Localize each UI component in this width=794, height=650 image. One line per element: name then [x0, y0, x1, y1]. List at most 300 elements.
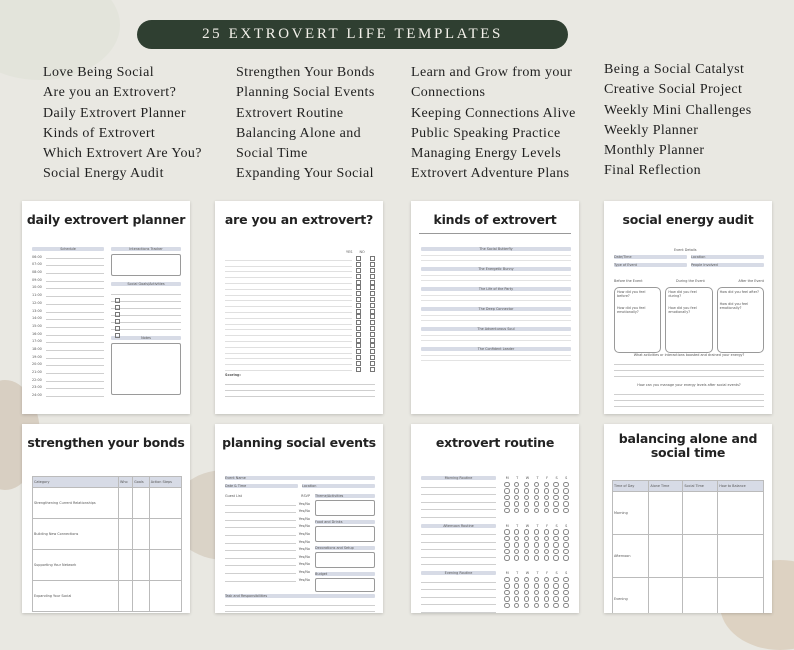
col-social-time: Social Time — [683, 481, 718, 492]
extrovert-types-list — [421, 247, 571, 361]
q-during: How did you feel during? — [668, 290, 697, 298]
template-name: Extrovert Adventure Plans — [411, 166, 570, 182]
q-balance: How can you manage your energy levels after social events? — [637, 383, 741, 387]
habit-circle[interactable] — [563, 577, 568, 582]
routine-block-evening — [421, 571, 571, 613]
routine-heading: Morning Routine — [421, 476, 496, 480]
yes-no-label: Yes/No — [298, 509, 310, 514]
habit-circle[interactable] — [504, 583, 509, 588]
habit-circle[interactable] — [504, 536, 509, 541]
habit-circle[interactable] — [504, 603, 509, 608]
extrovert-type-heading: The Confident Leader — [421, 347, 571, 351]
habit-circle[interactable] — [544, 488, 549, 493]
habit-circle[interactable] — [514, 536, 519, 541]
type-of-event-field: Type of Event — [614, 263, 687, 267]
habit-circle[interactable] — [563, 508, 568, 513]
row-label: Evening — [613, 578, 649, 614]
habit-circle[interactable] — [504, 482, 509, 487]
time-label: 08:00 — [32, 270, 42, 275]
habit-circle[interactable] — [524, 555, 529, 560]
preview-description — [32, 233, 180, 238]
habit-circle[interactable] — [544, 501, 549, 506]
habit-circle[interactable] — [504, 542, 509, 547]
day-label: T — [536, 571, 539, 575]
q-before: How did you feel before? — [617, 290, 646, 298]
habit-circle[interactable] — [524, 482, 529, 487]
time-label: 20:00 — [32, 362, 42, 367]
quiz-row — [225, 366, 375, 372]
row-label: Building New Connections — [33, 519, 119, 550]
col-time-of-day: Time of Day — [613, 481, 649, 492]
day-label: T — [536, 476, 539, 480]
habit-circle[interactable] — [544, 583, 549, 588]
event-details-label: Event Details — [674, 248, 697, 252]
habit-circle[interactable] — [544, 596, 549, 601]
habit-circle[interactable] — [524, 549, 529, 554]
extrovert-type-heading: The Social Butterfly — [421, 247, 571, 251]
habit-circle[interactable] — [534, 508, 539, 513]
habit-circle[interactable] — [534, 583, 539, 588]
day-label: W — [525, 476, 530, 480]
scoring-label: Scoring: — [225, 373, 241, 377]
time-label: 24:00 — [32, 393, 42, 398]
schedule-header: Schedule — [32, 247, 104, 251]
template-name: Managing Energy Levels — [411, 146, 562, 162]
habit-circle[interactable] — [544, 577, 549, 582]
habit-circle[interactable] — [524, 488, 529, 493]
habit-circle[interactable] — [563, 590, 568, 595]
theme-label: Theme/Activities — [315, 494, 375, 498]
food-label: Food and Drinks — [315, 520, 375, 524]
habit-circle[interactable] — [534, 555, 539, 560]
template-name: Social Time — [236, 146, 308, 162]
template-name: Being a Social Catalyst — [604, 62, 745, 77]
time-label: 22:00 — [32, 377, 42, 382]
template-name: Love Being Social — [43, 65, 155, 80]
notes-header: Notes — [111, 336, 181, 340]
habit-circle[interactable] — [544, 603, 549, 608]
q-activities: What activities or interactions boosted and drained your energy? — [633, 353, 745, 357]
habit-circle[interactable] — [504, 495, 509, 500]
day-label: F — [546, 523, 549, 528]
habit-circle[interactable] — [504, 501, 509, 506]
people-involved-field: People Involved — [691, 263, 764, 267]
routine-heading: Evening Routine — [421, 571, 496, 575]
habit-circle[interactable] — [553, 542, 558, 547]
routine-block-afternoon — [421, 524, 571, 566]
extrovert-type-heading: The Deep Connector — [421, 307, 571, 311]
time-row — [32, 382, 104, 390]
habit-circle[interactable] — [553, 577, 558, 582]
rsvp-label: RSVP — [301, 494, 310, 498]
goals-checklist — [111, 288, 181, 330]
preview-planning-social-events — [215, 424, 383, 613]
habit-circle[interactable] — [544, 549, 549, 554]
habit-circle[interactable] — [534, 488, 539, 493]
habit-circle[interactable] — [544, 508, 549, 513]
time-row — [32, 351, 104, 359]
habit-circle[interactable] — [563, 536, 568, 541]
before-label: Before the Event — [614, 279, 643, 283]
budget-label: Budget — [315, 572, 375, 576]
habit-circle[interactable] — [524, 501, 529, 506]
yes-no-label: Yes/No — [298, 524, 310, 529]
location-field: Location — [691, 255, 764, 259]
routine-heading: Afternoon Routine — [421, 524, 496, 528]
after-label: After the Event — [738, 279, 764, 283]
q-emotion: How did you feel emotionally? — [668, 306, 697, 314]
time-row — [32, 313, 104, 321]
yes-no-label: Yes/No — [298, 501, 310, 506]
habit-circle[interactable] — [514, 508, 519, 513]
day-label: T — [516, 523, 519, 528]
day-label: F — [546, 476, 549, 480]
col-category: Category — [33, 477, 119, 488]
template-list-column-2 — [236, 63, 375, 185]
template-name: Weekly Mini Challenges — [604, 102, 752, 118]
time-label: 10:00 — [32, 285, 42, 290]
preview-title: social energy audit — [622, 212, 754, 227]
day-label: M — [505, 523, 509, 528]
habit-circle[interactable] — [504, 596, 509, 601]
guest-row — [225, 521, 310, 529]
habit-circle[interactable] — [553, 529, 558, 534]
day-label: S — [565, 476, 568, 480]
preview-are-you-an-extrovert — [215, 201, 383, 414]
habit-circle[interactable] — [524, 583, 529, 588]
habit-circle[interactable] — [544, 590, 549, 595]
habit-circle[interactable] — [534, 542, 539, 547]
decor-label: Decorations and Setup — [315, 546, 375, 550]
habit-circle[interactable] — [514, 529, 519, 534]
habit-circle[interactable] — [504, 549, 509, 554]
time-label: 21:00 — [32, 370, 42, 374]
habit-circle[interactable] — [514, 583, 519, 588]
interactions-header: Interactions Tracker — [111, 247, 181, 251]
guest-row — [225, 536, 310, 544]
habit-circle[interactable] — [563, 555, 568, 560]
habit-circle[interactable] — [504, 555, 509, 560]
yes-no-label: Yes/No — [298, 562, 310, 567]
habit-circle[interactable] — [553, 583, 558, 588]
habit-circle[interactable] — [563, 596, 568, 601]
row-label: Morning — [613, 492, 649, 535]
day-label: W — [525, 571, 530, 575]
habit-circle[interactable] — [553, 536, 558, 541]
guest-row — [225, 528, 310, 536]
habit-circle[interactable] — [544, 542, 549, 547]
time-row — [32, 328, 104, 336]
guest-row — [225, 551, 310, 559]
preview-title: kinds of extrovert — [433, 212, 557, 227]
habit-circle[interactable] — [524, 590, 529, 595]
habit-circle[interactable] — [534, 482, 539, 487]
template-name: Planning Social Events — [236, 85, 375, 101]
time-label: 12:00 — [32, 300, 42, 305]
habit-circle[interactable] — [563, 529, 568, 534]
template-name: Creative Social Project — [604, 82, 743, 98]
yes-no-label: Yes/No — [298, 547, 310, 552]
preview-title: daily extrovert planner — [26, 212, 186, 227]
habit-circle[interactable] — [504, 529, 509, 534]
guest-row — [225, 566, 310, 574]
time-label: 11:00 — [32, 293, 42, 298]
habit-circle[interactable] — [524, 596, 529, 601]
guest-list-label: Guest List — [225, 494, 242, 498]
habit-circle[interactable] — [514, 495, 519, 500]
habit-circle[interactable] — [553, 495, 558, 500]
template-name: Extrovert Routine — [236, 105, 344, 121]
habit-circle[interactable] — [563, 482, 568, 487]
preview-social-energy-audit — [604, 201, 772, 414]
preview-title: are you an extrovert? — [224, 212, 374, 227]
time-label: 16:00 — [32, 331, 42, 336]
day-label: S — [555, 476, 558, 480]
preview-balancing-alone-social-time — [604, 424, 772, 613]
preview-strengthen-your-bonds — [22, 424, 190, 613]
habit-circle[interactable] — [514, 577, 519, 582]
tasks-header: Task and Responsibilities — [225, 594, 375, 598]
habit-circle[interactable] — [553, 549, 558, 554]
routine-block-morning — [421, 476, 571, 518]
guest-row — [225, 574, 310, 582]
habit-circle[interactable] — [534, 536, 539, 541]
time-label: 07:00 — [32, 262, 42, 267]
template-list-column-1 — [43, 63, 202, 185]
extrovert-type-heading: The Energetic Bunny — [421, 267, 571, 271]
habit-circle[interactable] — [524, 542, 529, 547]
day-label: S — [555, 571, 558, 575]
template-name: Learn and Grow from your — [411, 65, 573, 80]
event-details-fields — [614, 255, 764, 267]
day-label: M — [505, 476, 509, 480]
habit-circle[interactable] — [514, 555, 519, 560]
habit-circle[interactable] — [553, 555, 558, 560]
time-column — [32, 251, 104, 397]
habit-circle[interactable] — [544, 495, 549, 500]
day-label: T — [516, 571, 519, 575]
time-row — [32, 305, 104, 313]
extrovert-type-heading: The Life of the Party — [421, 287, 571, 291]
habit-circle[interactable] — [514, 549, 519, 554]
time-row — [32, 366, 104, 374]
habit-circle[interactable] — [524, 577, 529, 582]
goals-header: Social Goals/Activities — [111, 282, 181, 286]
habit-circle[interactable] — [514, 501, 519, 506]
habit-circle[interactable] — [514, 542, 519, 547]
preview-extrovert-routine — [411, 424, 579, 613]
row-label: Afternoon — [613, 535, 649, 578]
time-label: 13:00 — [32, 308, 42, 313]
habit-circle[interactable] — [534, 529, 539, 534]
yes-label: YES — [346, 250, 353, 254]
guest-row — [225, 506, 310, 514]
col-action-steps: Action Steps — [149, 477, 181, 488]
no-label: NO — [359, 250, 365, 254]
habit-circle[interactable] — [534, 603, 539, 608]
col-goals: Goals — [133, 477, 150, 488]
time-row — [32, 259, 104, 267]
habit-circle[interactable] — [534, 495, 539, 500]
template-name: Connections — [411, 85, 486, 101]
preview-title: planning social events — [222, 435, 376, 450]
habit-circle[interactable] — [563, 542, 568, 547]
habit-circle[interactable] — [534, 590, 539, 595]
habit-circle[interactable] — [524, 603, 529, 608]
quiz-questions — [225, 256, 375, 372]
date-time-field: Date/Time — [614, 255, 687, 259]
habit-circle[interactable] — [524, 508, 529, 513]
time-row — [32, 320, 104, 328]
preview-kinds-of-extrovert — [411, 201, 579, 414]
habit-circle[interactable] — [534, 577, 539, 582]
time-row — [32, 266, 104, 274]
habit-circle[interactable] — [514, 488, 519, 493]
yes-no-label: Yes/No — [298, 577, 310, 582]
col-how-to-balance: How to Balance — [718, 481, 764, 492]
yes-no-label: Yes/No — [298, 569, 310, 574]
guest-row — [225, 498, 310, 506]
day-label: S — [565, 523, 568, 528]
day-label: F — [546, 571, 549, 575]
template-name: Expanding Your Social — [236, 166, 374, 182]
template-name: Which Extrovert Are You? — [43, 146, 202, 162]
time-label: 23:00 — [32, 385, 42, 390]
balancing-table — [612, 480, 764, 613]
day-label: T — [516, 476, 519, 480]
template-name: Final Reflection — [604, 163, 701, 179]
preview-title: strengthen your bonds — [27, 435, 185, 450]
interactions-box — [111, 254, 181, 276]
col-alone-time: Alone Time — [649, 481, 683, 492]
preview-title: balancing alone and social time — [618, 431, 758, 460]
habit-circle[interactable] — [504, 508, 509, 513]
q-emotion: How did you feel emotionally? — [617, 306, 646, 314]
habit-circle[interactable] — [563, 488, 568, 493]
yes-no-label: Yes/No — [298, 554, 310, 559]
q-after: How did you feel after? — [719, 290, 759, 294]
preview-daily-extrovert-planner — [22, 201, 190, 414]
time-label: 18:00 — [32, 346, 42, 351]
time-row — [32, 343, 104, 351]
time-row — [32, 289, 104, 297]
template-name: Strengthen Your Bonds — [236, 65, 375, 80]
template-name: Are you an Extrovert? — [43, 85, 177, 101]
event-name-field: Event Name — [225, 476, 375, 480]
day-label: T — [536, 523, 539, 528]
habit-circle[interactable] — [563, 603, 568, 608]
habit-circle[interactable] — [524, 495, 529, 500]
time-label: 06:00 — [32, 254, 42, 259]
habit-circle[interactable] — [514, 596, 519, 601]
habit-circle[interactable] — [553, 482, 558, 487]
habit-circle[interactable] — [553, 508, 558, 513]
template-name: Balancing Alone and — [236, 125, 362, 141]
time-row — [32, 374, 104, 382]
yes-no-label: Yes/No — [298, 516, 310, 521]
row-label: Expanding Your Social — [33, 581, 119, 612]
habit-circle[interactable] — [553, 488, 558, 493]
habit-circle[interactable] — [563, 501, 568, 506]
routine-blocks — [421, 476, 571, 613]
guest-row — [225, 559, 310, 567]
extrovert-type-heading: The Adventurous Soul — [421, 327, 571, 331]
habit-circle[interactable] — [544, 529, 549, 534]
habit-circle[interactable] — [553, 590, 558, 595]
time-label: 09:00 — [32, 277, 42, 282]
row-label: Supporting Your Network — [33, 550, 119, 581]
habit-circle[interactable] — [553, 501, 558, 506]
habit-circle[interactable] — [514, 590, 519, 595]
time-row — [32, 282, 104, 290]
day-label: M — [505, 571, 509, 575]
yes-no-label: Yes/No — [298, 539, 310, 544]
habit-circle[interactable] — [553, 603, 558, 608]
guest-list — [225, 494, 310, 582]
guest-row — [225, 544, 310, 552]
time-label: 15:00 — [32, 323, 42, 328]
template-name: Weekly Planner — [604, 122, 699, 138]
habit-circle[interactable] — [504, 577, 509, 582]
habit-circle[interactable] — [524, 529, 529, 534]
habit-circle[interactable] — [524, 536, 529, 541]
time-row — [32, 274, 104, 282]
q-emotion: How did you feel emotionally? — [719, 302, 749, 310]
habit-circle[interactable] — [534, 501, 539, 506]
template-name: Keeping Connections Alive — [411, 105, 576, 121]
col-who: Who — [119, 477, 133, 488]
time-row — [32, 251, 104, 259]
template-name: Kinds of Extrovert — [43, 125, 156, 141]
template-name: Daily Extrovert Planner — [43, 105, 186, 121]
habit-circle[interactable] — [544, 555, 549, 560]
during-label: During the Event — [676, 279, 705, 283]
habit-circle[interactable] — [544, 536, 549, 541]
bonds-table — [32, 476, 182, 612]
time-row — [32, 359, 104, 367]
habit-circle[interactable] — [534, 549, 539, 554]
habit-circle[interactable] — [563, 583, 568, 588]
habit-circle[interactable] — [563, 495, 568, 500]
habit-circle[interactable] — [544, 482, 549, 487]
row-label: Strengthening Current Relationships — [33, 488, 119, 519]
location-field: Location — [302, 484, 375, 488]
yes-no-label: Yes/No — [298, 531, 310, 536]
date-time-field: Date & Time — [225, 484, 298, 488]
day-label: W — [525, 523, 530, 528]
habit-circle[interactable] — [504, 590, 509, 595]
template-list-column-4 — [604, 60, 752, 182]
habit-circle[interactable] — [504, 488, 509, 493]
page-title: 25 EXTROVERT LIFE TEMPLATES — [137, 20, 568, 49]
time-row — [32, 336, 104, 344]
time-label: 17:00 — [32, 339, 42, 344]
habit-circle[interactable] — [534, 596, 539, 601]
day-label: S — [555, 523, 558, 528]
habit-circle[interactable] — [514, 482, 519, 487]
time-row — [32, 389, 104, 397]
template-name: Monthly Planner — [604, 143, 705, 159]
audit-boxes — [614, 287, 764, 353]
habit-circle[interactable] — [553, 596, 558, 601]
guest-row — [225, 513, 310, 521]
notes-box — [111, 343, 181, 395]
habit-circle[interactable] — [514, 603, 519, 608]
preview-title: extrovert routine — [435, 435, 555, 450]
time-label: 14:00 — [32, 316, 42, 321]
template-list-column-3 — [411, 63, 576, 185]
habit-circle[interactable] — [563, 549, 568, 554]
